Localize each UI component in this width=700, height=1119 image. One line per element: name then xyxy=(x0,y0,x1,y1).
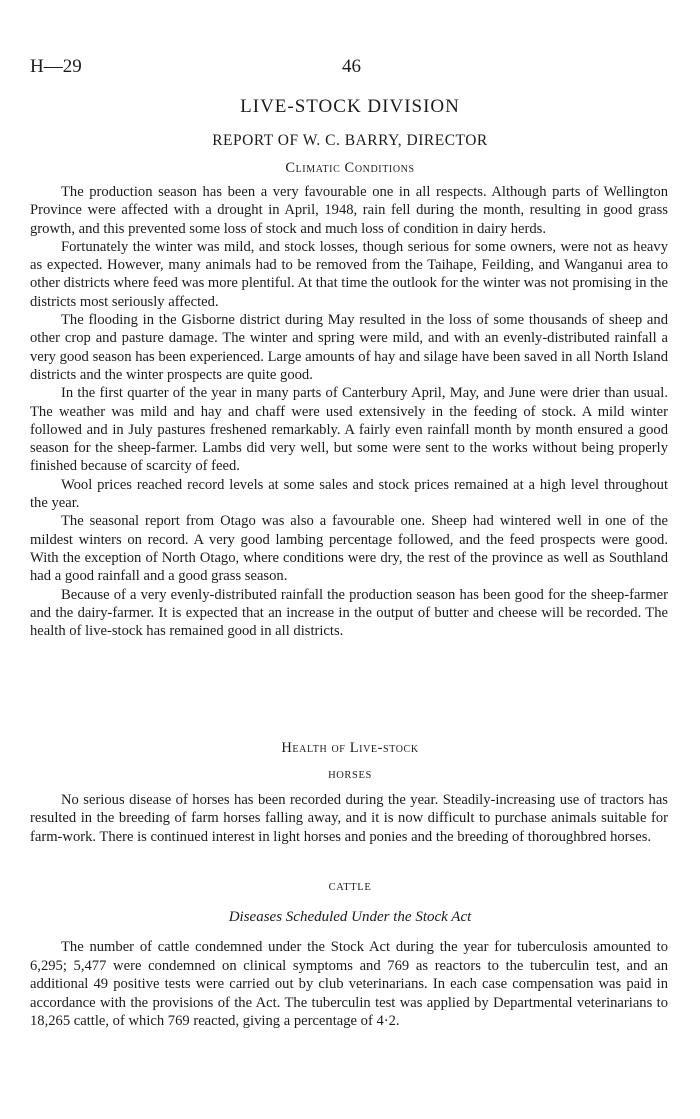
paragraph-horses: No serious disease of horses has been recorded during the year. Steadily-increasing use of tractors has resulted in the breeding of farm horses falling away, and it is now difficult to purchase animals suitable for farm-work. There is continued interest in light horses and ponies and the breeding of thoroughbred horses. xyxy=(30,792,668,845)
page-header xyxy=(30,56,672,78)
document-reference: H—29 xyxy=(30,56,82,77)
paragraph-drought: The production season has been a very favourable one in all respects. Although parts of Wellington Province were affected with a drought in April, 1948, rain fell during the month, resulting in good grass growth, and this prevented some loss of stock and much loss of condition in dairy herds. xyxy=(30,184,668,237)
report-subtitle: REPORT OF W. C. BARRY, DIRECTOR xyxy=(212,132,488,149)
climatic-conditions-heading: Climatic Conditions xyxy=(285,160,415,176)
paragraph-wool-prices: Wool prices reached record levels at some sales and stock prices remained at a high level throughout the year. xyxy=(30,476,668,512)
diseases-scheduled-heading: Diseases Scheduled Under the Stock Act xyxy=(228,909,472,925)
cattle-text xyxy=(30,938,668,1031)
paragraph-tuberculosis: The number of cattle condemned under the Stock Act during the year for tuberculosis amounted to 6,295; 5,477 were condemned on clinical symptoms and 769 as reactors to the tuberculin test, and an additional 49 positive tests were carried out by club veterinarians. In each case compensation was paid in accordance with the provisions of the Act. The tuberculin test was applied by Departmental veterinarians to 18,265 cattle, of which 769 reacted, giving a percentage of 4·2. xyxy=(30,939,668,1030)
paragraph-canterbury: In the first quarter of the year in many parts of Canterbury April, May, and June were drier than usual. The weather was mild and hay and chaff were used extensively in the feeding of stock. A mild winter followed and in July pastures freshened remarkably. A fairly even rainfall month by month ensured a good season for the sheep-farmer. Lambs did very well, but some were sent to the works without being properly finished because of scarcity of feed. xyxy=(30,385,668,475)
paragraph-summary: Because of a very evenly-distributed rainfall the production season has been good for the sheep-farmer and the dairy-farmer. It is expected that an increase in the output of butter and cheese will be recorded. The health of live-stock has remained good in all districts. xyxy=(30,586,668,640)
horses-heading: HORSES xyxy=(328,770,372,781)
health-of-livestock-heading: Health of Live-stock xyxy=(281,740,419,756)
horses-text xyxy=(30,791,668,846)
paragraph-otago: The seasonal report from Otago was also a favourable one. Sheep had wintered well in one of the mildest winters on record. A very good lambing percentage followed, and the feed prospects were good. With the exception of North Otago, where conditions were dry, the rest of the province as well as Southland had a good rainfall and a good grass season. xyxy=(30,513,668,585)
paragraph-winter: Fortunately the winter was mild, and stock losses, though serious for some owners, were not as heavy as expected. However, many animals had to be removed from the Taihape, Feilding, and Wanganui area to other districts where feed was more plentiful. At that time the outlook for the winter was not promising in the districts most seriously affected. xyxy=(30,238,668,310)
division-title: LIVE-STOCK DIVISION xyxy=(240,96,460,117)
page-number: 46 xyxy=(342,56,361,77)
climatic-conditions-text xyxy=(30,183,668,640)
paragraph-gisborne: The flooding in the Gisborne district during May resulted in the loss of some thousands of sheep and other crop and pasture damage. The winter and spring were mild, and with an evenly-distributed rainfall a very good season has been experienced. Large amounts of hay and silage have been saved in all North Island districts and the winter prospects are quite good. xyxy=(30,312,668,383)
cattle-heading: CATTLE xyxy=(328,882,372,893)
